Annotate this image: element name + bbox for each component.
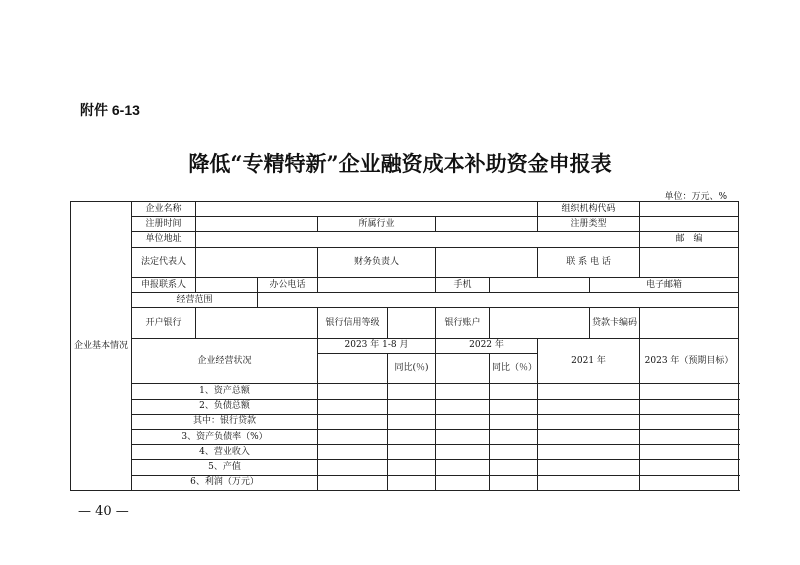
org-code-value[interactable] xyxy=(640,202,739,217)
org-code-label: 组织机构代码 xyxy=(538,202,640,217)
industry-label: 所属行业 xyxy=(318,217,436,232)
applicant-contact-value[interactable] xyxy=(196,278,258,293)
reg-type-value[interactable] xyxy=(640,217,739,232)
bank-value[interactable] xyxy=(196,308,318,338)
row-label: 6、利润（万元） xyxy=(132,475,318,490)
office-phone-label: 办公电话 xyxy=(258,278,318,293)
applicant-contact-label: 申报联系人 xyxy=(132,278,196,293)
period-2023-value-header xyxy=(318,354,388,384)
row-label: 2、负债总额 xyxy=(132,399,318,414)
loan-card-label: 贷款卡编码 xyxy=(590,308,640,338)
office-phone-value[interactable] xyxy=(318,278,436,293)
reg-time-label: 注册时间 xyxy=(132,217,196,232)
company-name-label: 企业名称 xyxy=(132,202,196,217)
period-2023-header: 2023 年 1-8 月 xyxy=(318,338,436,353)
company-name-value[interactable] xyxy=(196,202,538,217)
yoy-header-1: 同比(％) xyxy=(388,354,436,384)
page-number: — 40 — xyxy=(78,504,129,519)
page-title: 降低“专精特新”企业融资成本补助资金申报表 xyxy=(188,151,612,176)
mobile-label: 手机 xyxy=(436,278,490,293)
year-2022-value-header xyxy=(436,354,490,384)
finance-head-label: 财务负责人 xyxy=(318,247,436,277)
yoy-header-2: 同比（％） xyxy=(490,354,538,384)
reg-time-value[interactable] xyxy=(196,217,318,232)
legal-rep-value[interactable] xyxy=(196,247,318,277)
contact-phone-label: 联 系 电 话 xyxy=(538,247,640,277)
legal-rep-label: 法定代表人 xyxy=(132,247,196,277)
address-label: 单位地址 xyxy=(132,232,196,247)
row-label: 1、资产总额 xyxy=(132,384,318,399)
row-label: 3、资产负债率（%） xyxy=(132,430,318,445)
reg-type-label: 注册类型 xyxy=(538,217,640,232)
operating-status-header: 企业经营状况 xyxy=(132,338,318,384)
row-label: 4、营业收入 xyxy=(132,445,318,460)
year-2021-header: 2021 年 xyxy=(538,338,640,384)
contact-phone-value[interactable] xyxy=(640,247,739,277)
bank-label: 开户银行 xyxy=(132,308,196,338)
address-value[interactable] xyxy=(196,232,640,247)
year-2022-header: 2022 年 xyxy=(436,338,538,353)
target-2023-header: 2023 年（预期目标） xyxy=(640,338,739,384)
postcode-label: 邮 编 xyxy=(640,232,739,247)
category-label: 企业基本情况 xyxy=(73,340,128,351)
unit-note: 单位：万元、% xyxy=(664,192,727,202)
mobile-value[interactable] xyxy=(490,278,590,293)
bank-account-value[interactable] xyxy=(490,308,590,338)
attachment-label: 附件 6-13 xyxy=(80,102,140,118)
credit-rating-value[interactable] xyxy=(388,308,436,338)
industry-value[interactable] xyxy=(436,217,538,232)
business-scope-value[interactable] xyxy=(258,293,739,308)
row-label: 其中：银行贷款 xyxy=(132,414,318,429)
business-scope-label: 经营范围 xyxy=(132,293,258,308)
bank-account-label: 银行账户 xyxy=(436,308,490,338)
category-cell xyxy=(71,202,132,491)
loan-card-value[interactable] xyxy=(640,308,739,338)
finance-head-value[interactable] xyxy=(436,247,538,277)
credit-rating-label: 银行信用等级 xyxy=(318,308,388,338)
application-form-table xyxy=(70,201,739,491)
row-label: 5、产值 xyxy=(132,460,318,475)
email-label: 电子邮箱 xyxy=(590,278,739,293)
